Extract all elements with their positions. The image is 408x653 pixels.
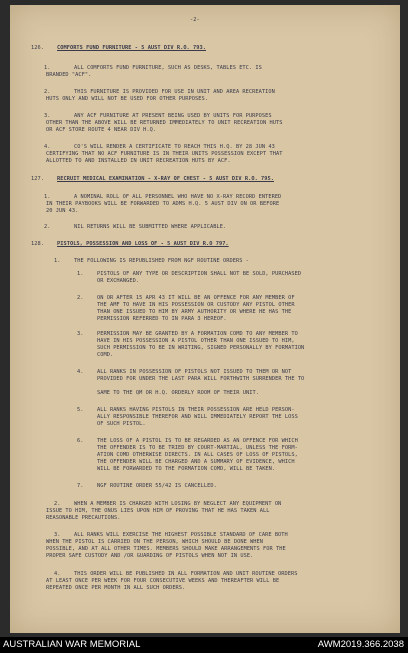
para-line: REPEATED ONCE PER MONTH IN ALL SUCH ORDERS. bbox=[46, 585, 186, 591]
subpara-line: ON OR AFTER 15 APR 43 IT WILL BE AN OFFENCE FOR ANY MEMBER OF bbox=[97, 295, 295, 301]
para-number: 2. bbox=[44, 89, 51, 95]
subpara-line: ALL RANKS HAVING PISTOLS IN THEIR POSSESSION ARE HELD PERSON- bbox=[97, 407, 295, 413]
subpara-number: 1. bbox=[77, 271, 84, 277]
subpara-line: PERMISSION MAY BE GRANTED BY A FORMATION COMD TO ANY MEMBER TO bbox=[97, 331, 298, 337]
item-heading: RECRUIT MEDICAL EXAMINATION - X-RAY OF CHEST - 5 AUST DIV R.O. 795. bbox=[57, 176, 275, 182]
para-number: 4. bbox=[44, 144, 51, 150]
subpara-line: ALLY RESPONSIBLE THEREFOR AND WILL IMMEDIATELY REPORT THE LOSS bbox=[97, 414, 298, 420]
item-number: 126. bbox=[31, 45, 44, 51]
item-number: 127. bbox=[31, 176, 44, 182]
subpara-line: OR EXCHANGED. bbox=[97, 278, 140, 284]
para-line: ANY ACF FURNITURE AT PRESENT BEING USED BY UNITS FOR PURPOSES bbox=[74, 113, 272, 119]
subpara-line: ALL RANKS IN POSSESSION OF PISTOLS NOT ISSUED TO THEM OR NOT bbox=[97, 369, 292, 375]
subpara-line: OF SUCH PISTOL. bbox=[97, 421, 146, 427]
subpara-line: NGF ROUTINE ORDER 55/42 IS CANCELLED. bbox=[97, 483, 217, 489]
para-number: 1. bbox=[44, 65, 51, 71]
subpara-line: COMD. bbox=[97, 352, 114, 358]
subpara-line: PISTOLS OF ANY TYPE OR DESCRIPTION SHALL NOT BE SOLD, PURCHASED bbox=[97, 271, 302, 277]
footer-institution: AUSTRALIAN WAR MEMORIAL bbox=[3, 639, 141, 650]
para-line: REASONABLE PRECAUTIONS. bbox=[46, 515, 121, 521]
subpara-line: THE AMF TO HAVE IN HIS POSSESSION OR CUSTODY ANY PISTOL OTHER bbox=[97, 302, 295, 308]
para-number: 3. bbox=[54, 532, 61, 538]
para-line: A NOMINAL ROLL OF ALL PERSONNEL WHO HAVE NO X-RAY RECORD ENTERED bbox=[74, 194, 282, 200]
subpara-number: 5. bbox=[77, 407, 84, 413]
item-heading: COMFORTS FUND FURNITURE - 5 AUST DIV R.O. 793. bbox=[57, 45, 206, 51]
para-number: 2. bbox=[54, 501, 61, 507]
para-line: ALL COMFORTS FUND FURNITURE, SUCH AS DESKS, TABLES ETC. IS bbox=[74, 65, 262, 71]
para-line: BRANDED "ACF". bbox=[46, 72, 92, 78]
subpara-number: 2. bbox=[77, 295, 84, 301]
para-line: THE FOLLOWING IS REPUBLISHED FROM NGF ROUTINE ORDERS - bbox=[74, 258, 249, 264]
para-line: OTHER THAN THE ABOVE WILL BE RETURNED IMMEDIATELY TO UNIT RECREATION HUTS bbox=[46, 120, 283, 126]
para-number: 1. bbox=[54, 258, 61, 264]
para-line: IN THEIR PAYBOOKS WILL BE FORWARDED TO ADMS H.Q. 5 AUST DIV ON OR BEFORE bbox=[46, 201, 280, 207]
archive-footer bbox=[0, 637, 408, 653]
subpara-line: WILL BE FORWARDED TO THE FORMATION COMD, WILL BE TAKEN. bbox=[97, 466, 276, 472]
subpara-number: 3. bbox=[77, 331, 84, 337]
item-number: 128. bbox=[31, 241, 44, 247]
para-line: AT LEAST ONCE PER WEEK FOR FOUR CONSECUTIVE WEEKS AND THEREAFTER WILL BE bbox=[46, 578, 280, 584]
para-number: 4. bbox=[54, 571, 61, 577]
document-page bbox=[10, 5, 400, 633]
subpara-line: HAVE IN HIS POSSESSION A PISTOL OTHER THAN ONE ISSUED TO HIM, bbox=[97, 338, 295, 344]
subpara-line: SUCH PERMISSION TO BE IN WRITING, SIGNED PERSONALLY BY FORMATION bbox=[97, 345, 305, 351]
para-number: 2. bbox=[44, 224, 51, 230]
subpara-number: 7. bbox=[77, 483, 84, 489]
footer-reference: AWM2019.366.2038 bbox=[317, 639, 404, 650]
para-line: WHEN A MEMBER IS CHARGED WITH LOSING BY NEGLECT ANY EQUIPMENT ON bbox=[74, 501, 282, 507]
para-line: OR ACF STORE ROUTE 4 NEAR DIV H.Q. bbox=[46, 127, 157, 133]
subpara-number: 6. bbox=[77, 438, 84, 444]
subpara-line: THE OFFENDER IS TO BE TRIED BY COURT-MARTIAL, UNLESS THE FORM- bbox=[97, 445, 298, 451]
para-line: THIS ORDER WILL BE PUBLISHED IN ALL FORMATION AND UNIT ROUTINE ORDERS bbox=[74, 571, 298, 577]
item-heading: PISTOLS, POSSESSION AND LOSS OF - 5 AUST DIV R.O 797. bbox=[57, 241, 229, 247]
para-line: CERTIFYING THAT NO ACF FURNITURE IS IN THEIR UNITS POSSESSION EXCEPT THAT bbox=[46, 151, 283, 157]
para-number: 3. bbox=[44, 113, 51, 119]
subpara-line: PROVIDED FOR UNDER THE LAST PARA WILL FORTHWITH SURRENDER THE TO bbox=[97, 376, 305, 382]
para-number: 1. bbox=[44, 194, 51, 200]
para-line: ALL RANKS WILL EXERCISE THE HIGHEST POSSIBLE STANDARD OF CARE BOTH bbox=[74, 532, 288, 538]
para-line: WHEN THE PISTOL IS CARRIED ON THE PERSON, WHICH SHOULD BE DONE WHEN bbox=[46, 539, 264, 545]
para-line: PROPER SAFE CUSTODY AND /OR GUARDING OF PISTOLS WHEN NOT IN USE. bbox=[46, 553, 254, 559]
para-line: NIL RETURNS WILL BE SUBMITTED WHERE APPLICABLE. bbox=[74, 224, 227, 230]
subpara-line: PERMISSION REFERRED TO IN PARA 3 HEREOF. bbox=[97, 316, 227, 322]
subpara-line: THE OFFENDER WILL BE CHARGED AND A SUMMARY OF EVIDENCE, WHICH bbox=[97, 459, 295, 465]
para-line: 20 JUN 43. bbox=[46, 208, 79, 214]
subpara-line: ATION COMD OTHERWISE DIRECTS. IN ALL CASES OF LOSS OF PISTOLS, bbox=[97, 452, 298, 458]
subpara-number: 4. bbox=[77, 369, 84, 375]
subpara-line: THE LOSS OF A PISTOL IS TO BE REGARDED AS AN OFFENCE FOR WHICH bbox=[97, 438, 298, 444]
para-line: HUTS ONLY AND WILL NOT BE USED FOR OTHER PURPOSES. bbox=[46, 96, 208, 102]
para-line: THIS FURNITURE IS PROVIDED FOR USE IN UNIT AND AREA RECREATION bbox=[74, 89, 275, 95]
para-line: ISSUE TO HIM, THE ONUS LIES UPON HIM OF PROVING THAT HE HAS TAKEN ALL bbox=[46, 508, 270, 514]
para-line: CO'S WILL RENDER A CERTIFICATE TO REACH THIS H.Q. BY 28 JUN 43 bbox=[74, 144, 275, 150]
page-number: -2- bbox=[190, 17, 200, 23]
para-line: POSSIBLE, AND AT ALL OTHER TIMES. MEMBERS SHOULD MAKE ARRANGEMENTS FOR THE bbox=[46, 546, 286, 552]
subpara-line: SAME TO THE QM OR H.Q. ORDERLY ROOM OF THEIR UNIT. bbox=[97, 390, 259, 396]
subpara-line: THAN ONE ISSUED TO HIM BY ARMY AUTHORITY OR WHERE HE HAS THE bbox=[97, 309, 292, 315]
para-line: ALLOTTED TO AND INSTALLED IN UNIT RECREATION HUTS BY ACF. bbox=[46, 158, 231, 164]
